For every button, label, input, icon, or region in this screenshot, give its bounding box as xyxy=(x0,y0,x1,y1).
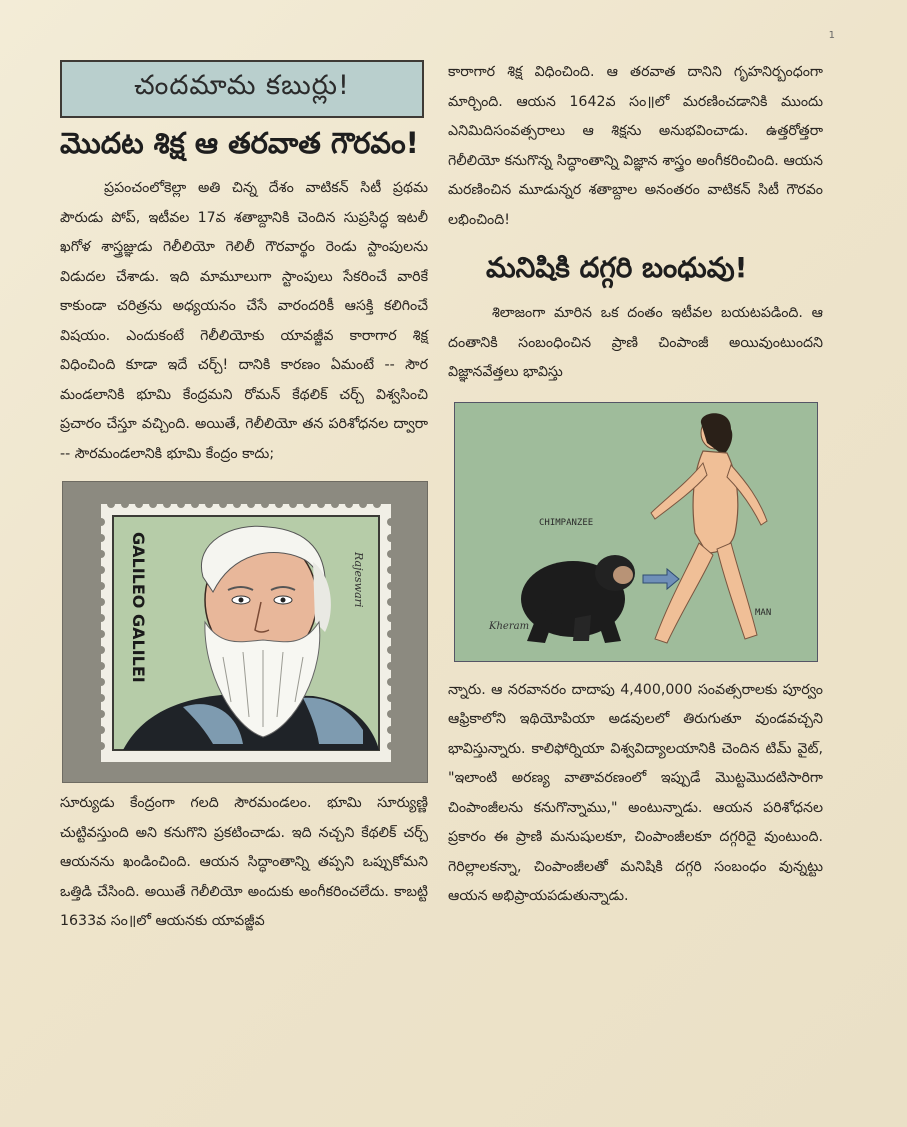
evolution-drawing xyxy=(455,403,817,661)
galileo-stamp-illustration xyxy=(62,481,428,783)
article2-headline: మనిషికి దగ్గరి బంధువు! xyxy=(486,251,748,284)
stamp-text: GALILEO GALILEI xyxy=(129,532,148,683)
stamp-signature: Rajeswari xyxy=(352,552,365,608)
article2-paragraph-2: న్నారు. ఆ నరవానరం దాదాపు 4,400,000 సంవత్సరాలకు పూర్వం ఆఫ్రికాలోని ఇథియోపియా అడవులలో తిరుగుతూ వుండవచ్చని భావిస్తున్నారు. కాలిఫోర్నియా విశ్వవిద్యాలయానికి చెందిన టిమ్ వైట్, "ఇలాంటి అరణ్య వాతావరణంలో ఇప్పుడే మొట్టమొదటిసారిగా చింపాంజీలను కనుగొన్నాము," అంటున్నాడు. ఆయన పరిశోధనల ప్రకారం ఈ ప్రాణి మనుషులకూ, చింపాంజీలకూ దగ్గరిదై వుంటుంది. గెరిల్లాలకన్నా, చింపాంజీలతో మనిషికి దగ్గరి సంబంధం వున్నట్టు ఆయన అభిప్రాయపడుతున్నాడు. xyxy=(448,681,823,904)
chimpanzee-label: CHIMPANZEE xyxy=(539,517,594,528)
article1-paragraph-1: ప్రపంచంలోకెల్లా అతి చిన్న దేశం వాటికన్ సిటీ ప్రథమ పౌరుడు పోప్, ఇటీవల 17వ శతాబ్దానికి చెందిన సుప్రసిద్ధ ఇటలీ ఖగోళ శాస్త్రజ్ఞుడు గెలీలియో గెలిలీ గౌరవార్థం రెండు స్టాంపులను విడుదల చేశాడు. ఇది మామూలుగా స్టాంపులు సేకరించే వారికే కాకుండా చరిత్రను అధ్యయనం చేసే వారందరికీ ఆసక్తి కలిగించే విషయం. ఎందుకంటే గెలీలియోకు యావజ్జీవ కారాగార శిక్ష విధించింది కూడా ఇదే చర్చ్! దానికి కారణం ఏమంటే -- సౌర మండలానికి భూమి కేంద్రమని రోమన్ కేథలిక్ చర్చ్ విశ్వసించి ప్రచారం చేస్తూ వచ్చింది. అయితే, గెలీలియో తన పరిశోధనల ద్వారా -- సౌరమండలానికి భూమి కేంద్రం కాదు; xyxy=(60,180,428,462)
left-column xyxy=(60,60,428,937)
galileo-stamp-drawing xyxy=(63,482,427,782)
chimpanzee-man-illustration xyxy=(454,402,818,662)
article2-paragraph-1: శిలాజంగా మారిన ఒక దంతం ఇటీవల బయటపడింది. ఆ దంతానికి సంబంధించిన ప్రాణి చింపాంజీ అయివుంటుందని విజ్ఞానవేత్తలు భావిస్తు xyxy=(448,305,823,380)
article1-paragraph-2: సూర్యుడు కేంద్రంగా గలది సౌరమండలం. భూమి సూర్యుణ్ణి చుట్టివస్తుంది అని కనుగొని ప్రకటించాడు. ఇది నచ్చని కేథలిక్ చర్చ్ ఆయనను ఖండించింది. ఆయన సిద్ధాంతాన్ని తప్పని ఒప్పుకోమని ఒత్తిడి చేసింది. అయితే గెలీలియో అందుకు అంగీకరించలేదు. కాబట్టి 1633వ సం॥లో ఆయనకు యావజ్జీవ xyxy=(60,795,428,929)
article1-paragraph-continued: కారాగార శిక్ష విధించింది. ఆ తరవాత దానిని గృహనిర్బంధంగా మార్చింది. ఆయన 1642వ సం॥లో మరణించడానికి ముందు ఎనిమిదిసంవత్సరాలు ఆ శిక్షను అనుభవించాడు. ఉత్తరోత్తరా గెలీలియో కనుగొన్న సిద్ధాంతాన్ని విజ్ఞాన శాస్త్రం అంగీకరించింది. ఆయన మరణించిన మూడున్నర శతాబ్దాల అనంతరం వాటికన్ సిటీ గౌరవం లభించింది! xyxy=(448,64,823,228)
chimpanzee-figure xyxy=(521,555,635,643)
section-title-box xyxy=(60,60,424,118)
man-figure xyxy=(651,413,767,643)
page-number: 1 xyxy=(828,30,835,41)
section-title: చందమామ కబుర్లు! xyxy=(134,70,350,101)
illustration-signature: Kheram xyxy=(489,620,530,632)
man-label: MAN xyxy=(755,607,772,618)
article1-headline: మొదట శిక్ష ఆ తరవాత గౌరవం! xyxy=(60,126,419,160)
right-column xyxy=(448,58,823,912)
